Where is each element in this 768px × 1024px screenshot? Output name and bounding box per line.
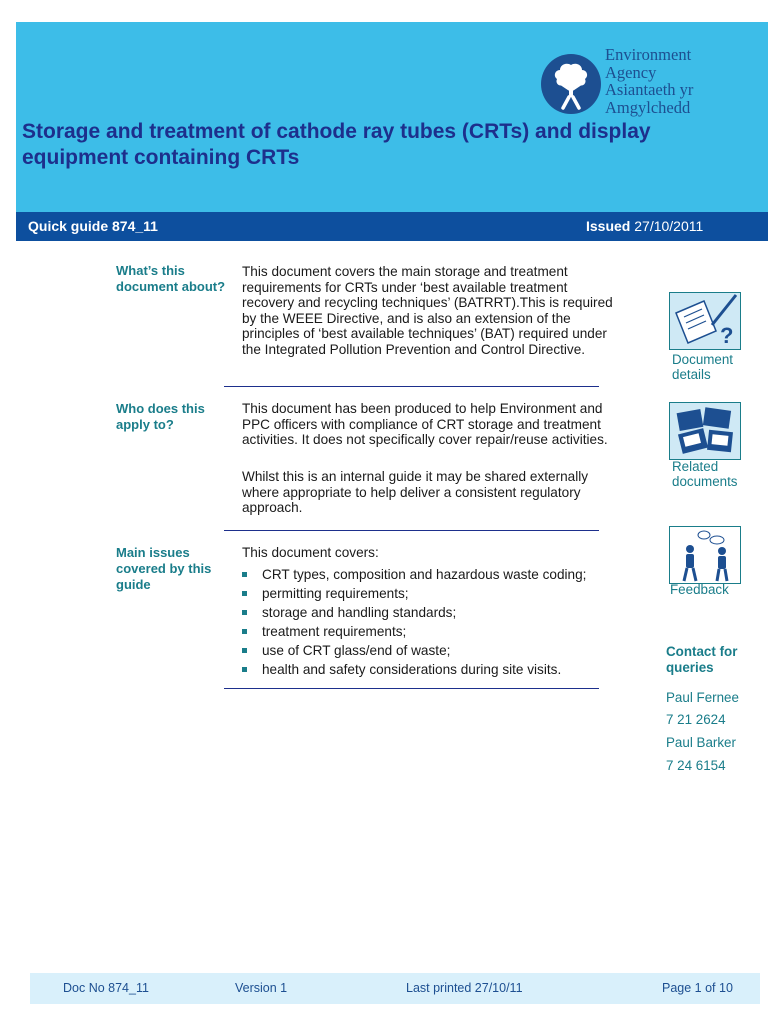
section-text-who-2: Whilst this is an internal guide it may be shared externally where appropriate to help deliver a consistent regulatory approach. bbox=[242, 469, 589, 515]
contact-name: Paul Fernee bbox=[666, 690, 739, 705]
section-intro-issues: This document covers: bbox=[242, 545, 379, 560]
feedback-link[interactable]: Feedback bbox=[670, 582, 729, 597]
logo-line: Agency bbox=[605, 62, 657, 82]
logo-line: Amgylchedd bbox=[605, 97, 691, 117]
list-item: health and safety considerations during site visits. bbox=[242, 660, 622, 679]
issues-bullet-list bbox=[242, 565, 622, 679]
section-label-issues: Main issues covered by this guide bbox=[116, 545, 212, 592]
footer-doc-no: Doc No 874_11 bbox=[63, 981, 149, 995]
footer-version: Version 1 bbox=[235, 981, 288, 995]
footer-page-number: Page 1 of 10 bbox=[662, 981, 733, 995]
document-details-icon[interactable] bbox=[669, 292, 741, 350]
section-label-who: Who does this apply to? bbox=[116, 401, 205, 432]
issued-date: 27/10/2011 bbox=[634, 218, 704, 234]
issued-info bbox=[586, 212, 703, 241]
document-title: Storage and treatment of cathode ray tubes (CRTs) and display equipment containing CRTs bbox=[22, 120, 651, 169]
tree-person-emblem-icon bbox=[540, 53, 602, 115]
document-details-link[interactable]: Document details bbox=[672, 352, 734, 382]
related-documents-graphic bbox=[670, 403, 740, 459]
list-item: use of CRT glass/end of waste; bbox=[242, 641, 622, 660]
contact-heading: Contact for queries bbox=[666, 644, 738, 675]
quick-guide-number: Quick guide 874_11 bbox=[28, 218, 158, 234]
section-text-who-1: This document has been produced to help Environment and PPC officers with compliance of CRT storage and treatment activities. It does not specifically cover repair/reuse activities. bbox=[242, 401, 608, 447]
feedback-graphic bbox=[670, 527, 740, 583]
related-documents-icon[interactable] bbox=[669, 402, 741, 460]
logo-line: Environment bbox=[605, 45, 692, 64]
logo-wordmark bbox=[605, 46, 693, 116]
contact-phone: 7 24 6154 bbox=[666, 758, 726, 773]
quick-guide-bar bbox=[16, 212, 768, 241]
feedback-icon[interactable] bbox=[669, 526, 741, 584]
section-divider bbox=[224, 530, 599, 531]
environment-agency-logo bbox=[540, 46, 765, 118]
section-label-about: What’s this document about? bbox=[116, 263, 226, 294]
svg-text:?: ? bbox=[720, 323, 734, 348]
list-item: treatment requirements; bbox=[242, 622, 622, 641]
list-item: permitting requirements; bbox=[242, 584, 622, 603]
contact-phone: 7 21 2624 bbox=[666, 712, 726, 727]
related-documents-link[interactable]: Related documents bbox=[672, 459, 738, 489]
section-divider bbox=[224, 688, 599, 689]
section-divider bbox=[224, 386, 599, 387]
issued-label: Issued bbox=[586, 218, 631, 234]
document-details-graphic bbox=[670, 293, 740, 349]
contact-name: Paul Barker bbox=[666, 735, 736, 750]
list-item: storage and handling standards; bbox=[242, 603, 622, 622]
footer-last-printed: Last printed 27/10/11 bbox=[406, 981, 523, 995]
page-footer bbox=[30, 973, 760, 1004]
logo-line: Asiantaeth yr bbox=[605, 80, 694, 99]
section-text-about: This document covers the main storage and treatment requirements for CRTs under ‘best available treatment recovery and recycling techniques’ (BATRRT).This is required by the WEEE Directive, and is also an extension of the principles of ‘best available techniques’ (BAT) required under the Integrated Pollution Prevention and Control Directive. bbox=[242, 264, 613, 357]
list-item: CRT types, composition and hazardous waste coding; bbox=[242, 565, 622, 584]
